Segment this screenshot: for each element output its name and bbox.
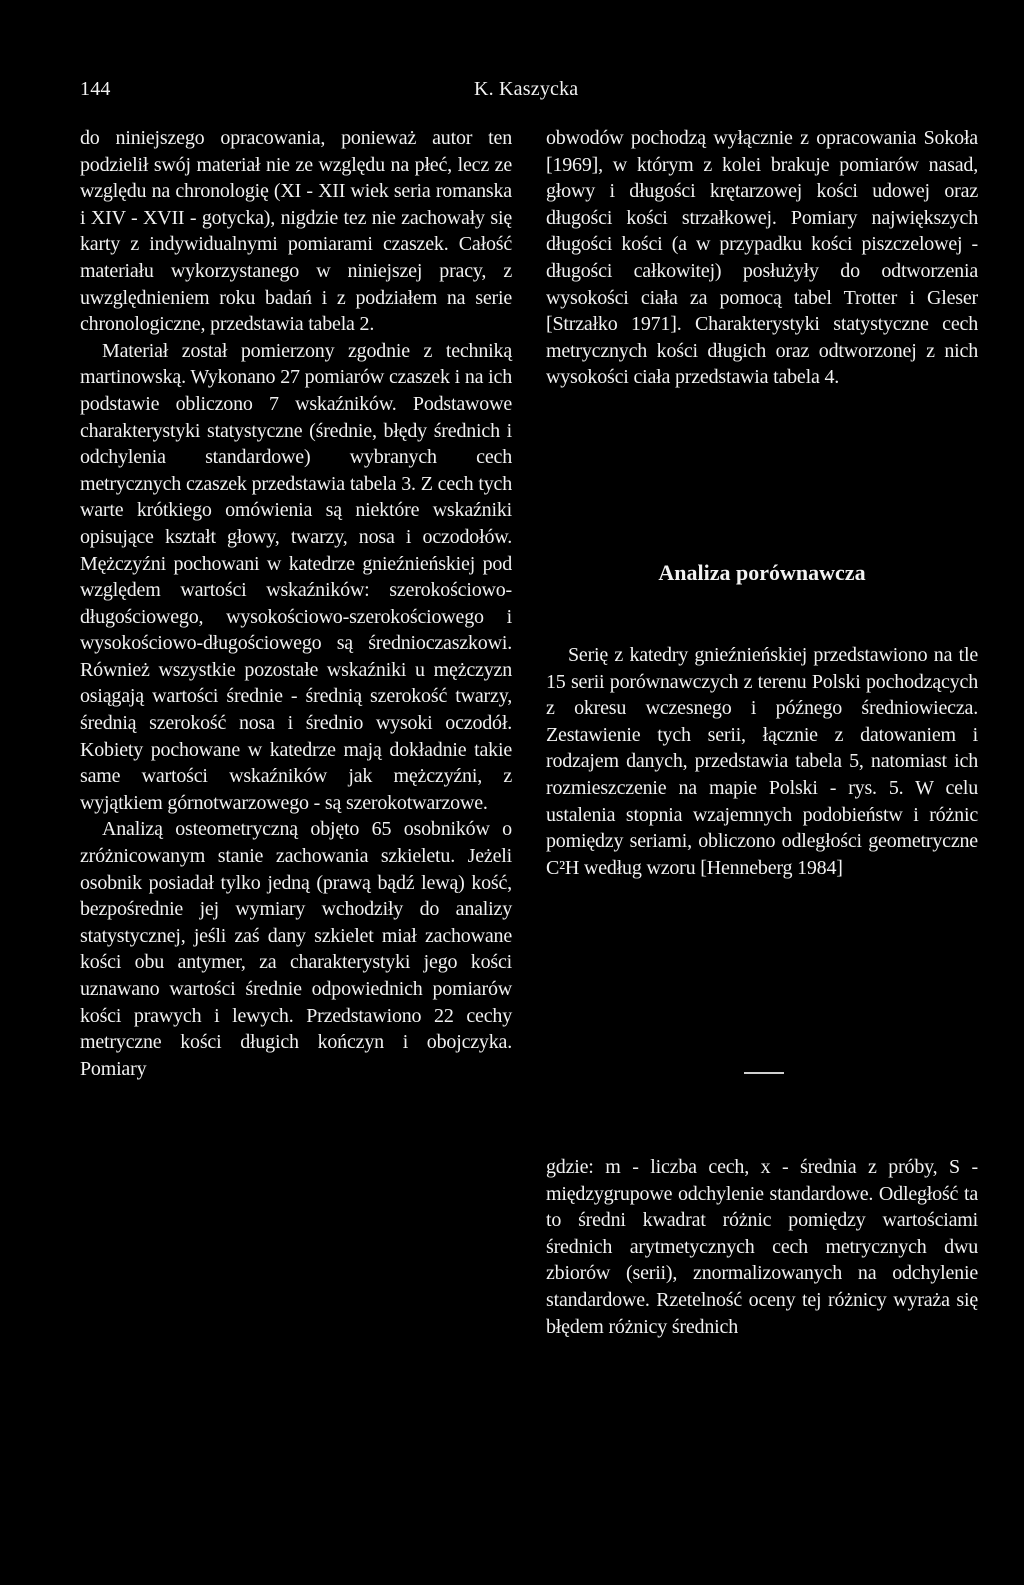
page-number: 144 (80, 78, 111, 100)
formula-placeholder-line (744, 1072, 784, 1074)
right-paragraph-2: Serię z katedry gnieźnieńskiej przedstawiono na tle 15 serii porównawczych z terenu Polski pochodzących z okresu wczesnego i późnego średniowiecza. Zestawienie tych serii, łącznie z datowaniem i rodzajem danych, przedstawia tabela 5, natomiast ich rozmieszczenie na mapie Polski - rys. 5. W celu ustalenia stopnia wzajemnych podobieństw i różnic pomiędzy seriami, obliczono odległości geometryczne C²H według wzoru [Henneberg 1984] (546, 644, 978, 879)
left-paragraph-1: do niniejszego opracowania, ponieważ autor ten podzielił swój materiał nie ze względu na płeć, lecz ze względu na chronologię (XI - XII wiek seria romanska i XIV - XVII - gotycka), nigdzie tez nie zachowały się karty z indywidualnymi pomiarami czaszek. Całość materiału wykorzystanego w niniejszej pracy, z uwzględnieniem roku badań i z podziałem na serie chronologiczne, przedstawia tabela 2. (80, 127, 512, 336)
right-paragraph-3: gdzie: m - liczba cech, x - średnia z próby, S - międzygrupowe odchylenie standardowe. Odległość ta to średni kwadrat różnic pomiędzy wartościami średnich arytmetycznych cech metrycznych dwu zbiorów (serii), znormalizowanych na odchylenie standardowe. Rzetelność oceny tej różnicy wyraża się błędem różnicy średnich (546, 1156, 978, 1338)
right-column-bottom (546, 1154, 978, 1340)
left-paragraph-2: Materiał został pomierzony zgodnie z techniką martinowską. Wykonano 27 pomiarów czaszek i na ich podstawie obliczono 7 wskaźników. Podstawowe charakterystyki statystyczne (średnie, błędy średnich i odchylenia standardowe) wybranych cech metrycznych czaszek przedstawia tabela 3. Z cech tych warte krótkiego omówienia są niektóre wskaźniki opisujące kształt głowy, twarzy, nosa i oczodołów. Mężczyźni pochowani w katedrze gnieźnieńskiej pod względem wartości wskaźników: szerokościowo-długościowego, wysokościowo-szerokościowego i wysokościowo-długościowego są średnioczaszkowi. Również wszystkie pozostałe wskaźniki u mężczyzn osiągają wartości średnie - średnią szerokość twarzy, średnią szerokość nosa i średnio wysoki oczodół. Kobiety pochowane w katedrze mają dokładnie takie same wartości wskaźników jak mężczyźni, z wyjątkiem górnotwarzowego - są szerokotwarzowe. (80, 339, 512, 814)
left-column (80, 125, 512, 1082)
right-column-top (546, 125, 978, 391)
left-paragraph-3: Analizą osteometryczną objęto 65 osobników o zróżnicowanym stanie zachowania szkieletu. Jeżeli osobnik posiadał tylko jedną (prawą bądź lewą) kość, bezpośrednie jej wymiary wchodziły do analizy statystycznej, jeśli zaś dany szkielet miał zachowane kości obu antymer, za charakterystyki jego kości uznawano wartości średnie odpowiednich pomiarów kości prawych i lewych. Przedstawiono 22 cechy metryczne kości długich kończyn i obojczyka. Pomiary (80, 818, 512, 1080)
right-column-middle (546, 642, 978, 881)
right-paragraph-1: obwodów pochodzą wyłącznie z opracowania Sokoła [1969], w którym z kolei brakuje pomiarów nasad, głowy i długości krętarzowej kości udowej oraz długości kości strzałkowej. Pomiary największych długości kości (a w przypadku kości piszczelowej - długości całkowitej) posłużyły do odtworzenia wysokości ciała za pomocą tabel Trotter i Gleser [Strzałko 1971]. Charakterystyki statystyczne cech metrycznych kości długich oraz odtworzonej z nich wysokości ciała przedstawia tabela 4. (546, 127, 978, 389)
running-head-author: K. Kaszycka (474, 78, 579, 100)
section-title: Analiza porównawcza (658, 560, 866, 585)
page-header (80, 78, 980, 108)
